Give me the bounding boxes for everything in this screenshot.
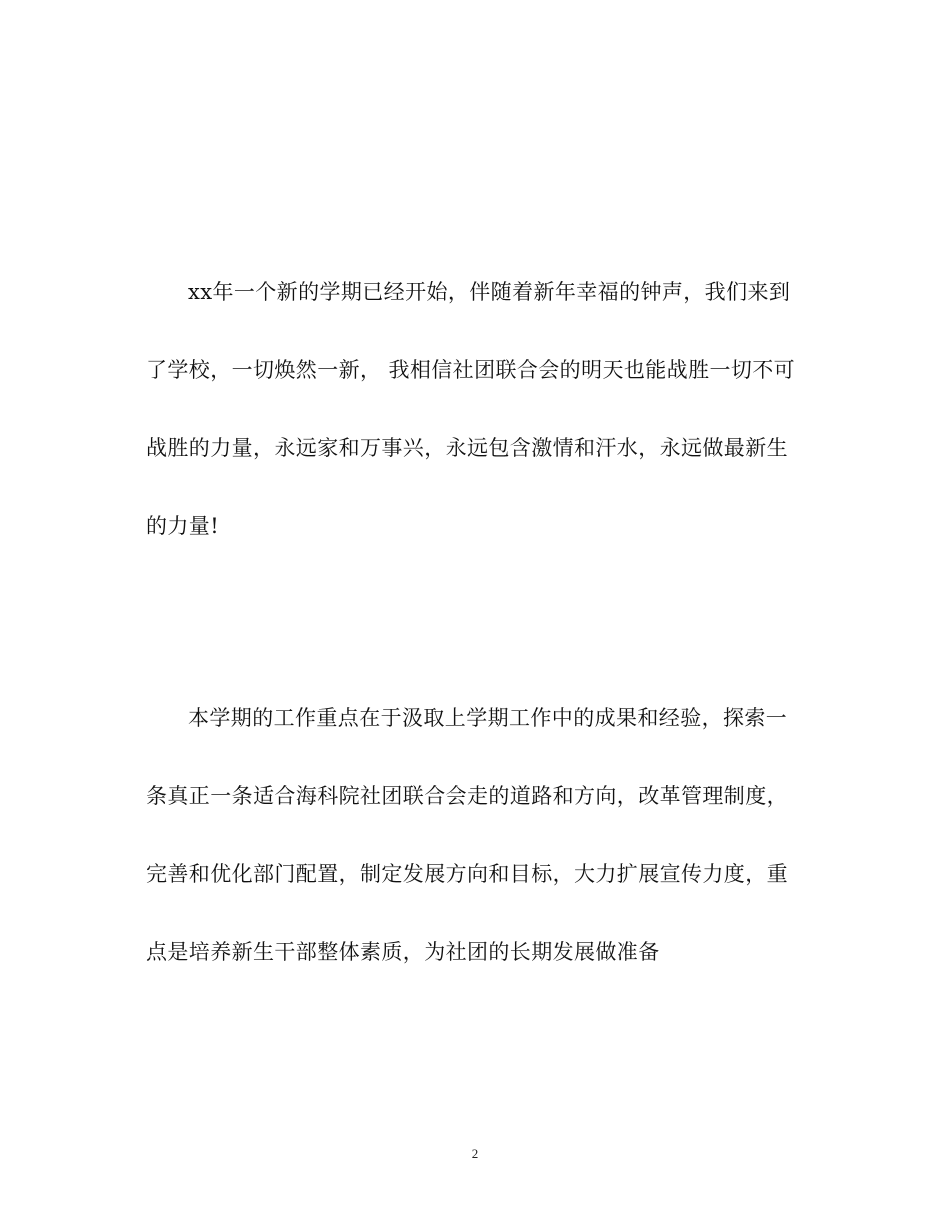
paragraph-line: xx年一个新的学期已经开始，伴随着新年幸福的钟声，我们来到	[188, 280, 791, 304]
paragraph-line: 本学期的工作重点在于汲取上学期工作中的成果和经验，探索一	[188, 706, 788, 730]
paragraph-line: 条真正一条适合海科院社团联合会走的道路和方向，改革管理制度，	[146, 784, 788, 808]
paragraph-line: 完善和优化部门配置，制定发展方向和目标，大力扩展宣传力度，重	[146, 862, 788, 886]
paragraph-line: 了学校，一切焕然一新， 我相信社团联合会的明天也能战胜一切不可	[146, 358, 796, 382]
paragraph-line: 的力量!	[146, 514, 220, 538]
paragraph-line: 点是培养新生干部整体素质，为社团的长期发展做准备	[146, 940, 660, 964]
paragraph-work-focus	[146, 696, 806, 1008]
paragraph-new-semester	[146, 270, 806, 582]
paragraph-line: 战胜的力量，永远家和万事兴，永远包含激情和汗水，永远做最新生	[146, 436, 788, 460]
page-number: 2	[471, 1146, 479, 1161]
